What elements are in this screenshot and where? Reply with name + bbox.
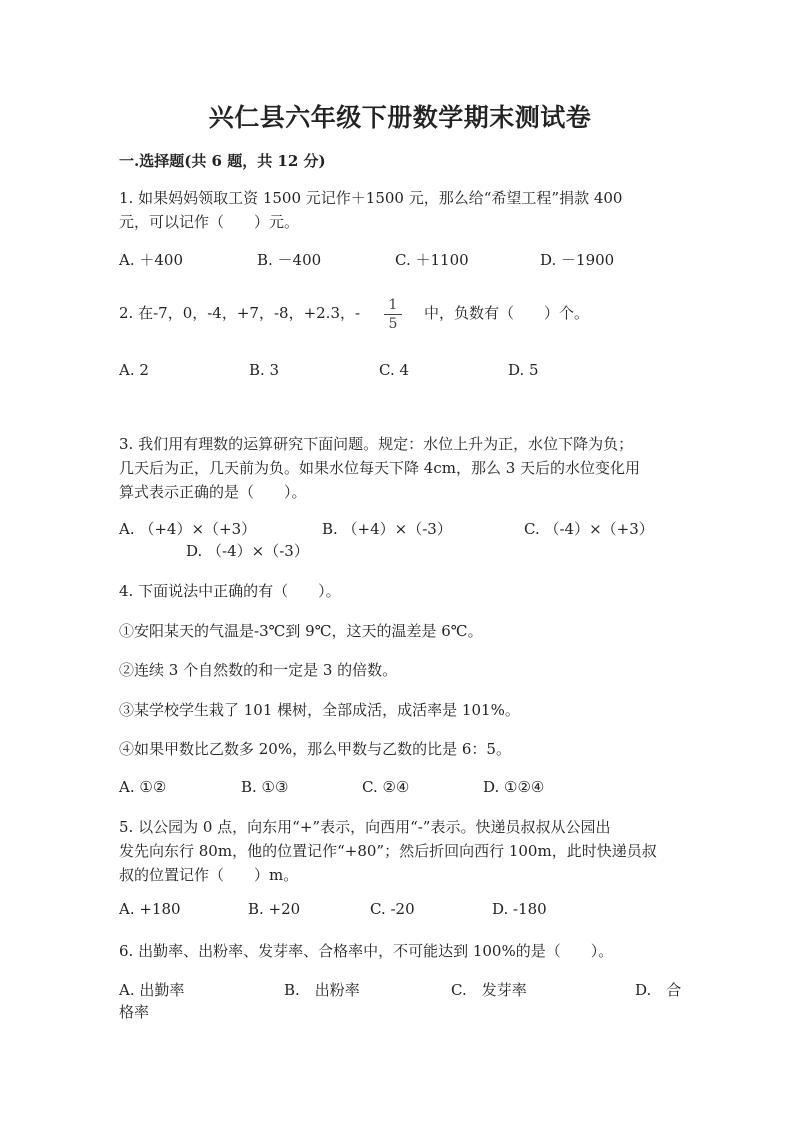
fraction-bar xyxy=(384,314,402,315)
option-c: C. 4 xyxy=(379,361,410,379)
option-c: C. ②④ xyxy=(362,778,410,796)
option-b: B. 出粉率 xyxy=(284,981,360,999)
question-line: 1. 如果妈妈领取工资 1500 元记作＋1500 元，那么给“希望工程”捐款 400 xyxy=(119,189,623,207)
section-heading: 一.选择题(共 6 题，共 12 分) xyxy=(119,152,326,170)
question-line: 3. 我们用有理数的运算研究下面问题。规定：水位上升为正，水位下降为负； xyxy=(119,435,634,453)
option-d: D. -180 xyxy=(492,900,547,918)
fraction-denominator: 5 xyxy=(388,316,398,332)
option-a: A. ①② xyxy=(119,778,167,796)
question-line: 5. 以公园为 0 点，向东用“+”表示，向西用“-”表示。快递员叔叔从公园出 xyxy=(119,818,611,836)
option-b: B. －400 xyxy=(257,251,322,269)
question-line: 元，可以记作（ ）元。 xyxy=(119,213,300,231)
option-c: C. （-4）×（+3） xyxy=(524,520,654,538)
question-3 xyxy=(119,432,679,504)
option-d: D. ①②④ xyxy=(483,778,545,796)
question-line: 几天后为正，几天前为负。如果水位每天下降 4cm，那么 3 天后的水位变化用 xyxy=(119,459,641,477)
statement-4: ④如果甲数比乙数多 20%，那么甲数与乙数的比是 6：5。 xyxy=(119,740,511,758)
question-line: 发先向东行 80m，他的位置记作“+80”；然后折回向西行 100m，此时快递员叔 xyxy=(119,842,657,860)
question-2-text: 2. 在-7，0，-4，+7，-8，+2.3，- xyxy=(119,304,361,322)
option-b: B. （+4）×（-3） xyxy=(322,520,452,538)
question-1 xyxy=(119,186,679,234)
option-d: D. －1900 xyxy=(540,251,615,269)
option-b: B. ①③ xyxy=(241,778,289,796)
question-2-text-end: 中，负数有（ ）个。 xyxy=(424,304,590,322)
statement-2: ②连续 3 个自然数的和一定是 3 的倍数。 xyxy=(119,661,398,679)
question-line: 叔的位置记作（ ）m。 xyxy=(119,866,299,884)
fraction-numerator: 1 xyxy=(388,297,398,313)
option-a: A. 出勤率 xyxy=(119,981,185,999)
option-a: A. （+4）×（+3） xyxy=(119,520,257,538)
option-d-wrap: 格率 xyxy=(119,1003,150,1021)
question-line: 算式表示正确的是（ ）。 xyxy=(119,483,307,501)
fraction xyxy=(384,297,402,332)
question-6-text: 6. 出勤率、出粉率、发芽率、合格率中，不可能达到 100%的是（ ）。 xyxy=(119,942,614,960)
option-d: D. （-4）×（-3） xyxy=(186,542,309,560)
statement-1: ①安阳某天的气温是-3℃到 9℃，这天的温差是 6℃。 xyxy=(119,622,483,640)
option-c: C. ＋1100 xyxy=(395,251,469,269)
question-5 xyxy=(119,815,679,887)
option-a: A. +180 xyxy=(119,900,181,918)
option-d: D. 5 xyxy=(508,361,539,379)
option-d: D. 合 xyxy=(635,981,682,999)
option-c: C. -20 xyxy=(370,900,415,918)
option-a: A. ＋400 xyxy=(119,251,183,269)
option-c: C. 发芽率 xyxy=(451,981,527,999)
option-b: B. +20 xyxy=(248,900,301,918)
statement-3: ③某学校学生栽了 101 棵树，全部成活，成活率是 101%。 xyxy=(119,701,520,719)
exam-title: 兴仁县六年级下册数学期末测试卷 xyxy=(208,103,592,132)
option-a: A. 2 xyxy=(119,361,149,379)
question-4-text: 4. 下面说法中正确的有（ ）。 xyxy=(119,582,341,600)
option-b: B. 3 xyxy=(249,361,280,379)
